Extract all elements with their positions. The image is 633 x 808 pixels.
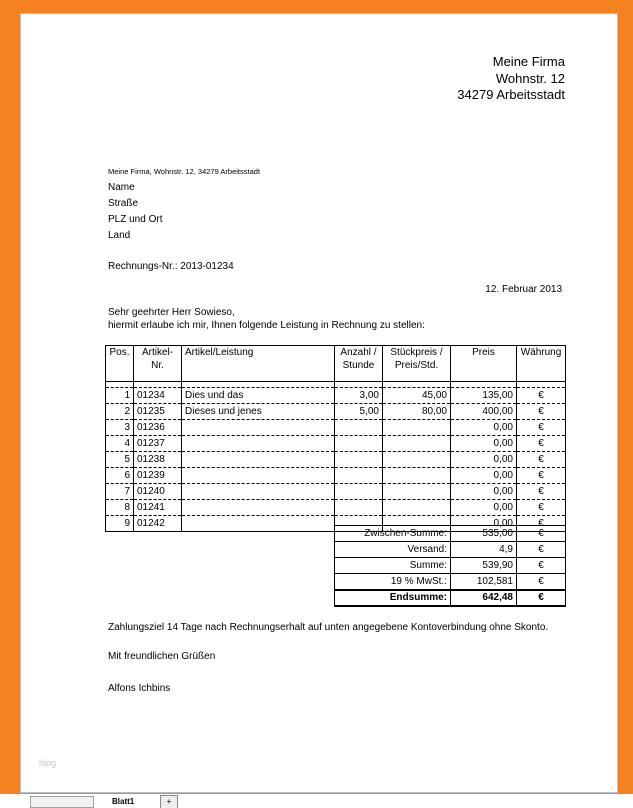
grand-total-row: [335, 590, 566, 606]
vat-row: [335, 574, 566, 590]
sum-row: [335, 558, 566, 574]
pos-cell: 4: [106, 436, 134, 452]
totals-currency: €: [517, 542, 566, 558]
price-cell: 0,00: [451, 436, 517, 452]
pos-cell: 2: [106, 404, 134, 420]
qty-cell: [335, 452, 383, 468]
price-cell: 400,00: [451, 404, 517, 420]
table-row: [106, 420, 566, 436]
price-cell: 0,00: [451, 420, 517, 436]
unit-price-cell: [383, 452, 451, 468]
price-cell: 0,00: [451, 484, 517, 500]
signer-name: Alfons Ichbins: [108, 683, 171, 694]
intro-text: hiermit erlaube ich mir, Ihnen folgende Leistung in Rechnung zu stellen:: [108, 320, 425, 331]
article-cell: [182, 420, 335, 436]
article-no-cell: 01234: [134, 388, 182, 404]
sheet-scrollbar[interactable]: [30, 796, 94, 808]
currency-cell: €: [517, 500, 566, 516]
shipping-row: [335, 542, 566, 558]
currency-cell: €: [517, 516, 566, 532]
header-qty: [335, 346, 383, 382]
document-page: [20, 13, 618, 793]
recipient-city: PLZ und Ort: [108, 214, 163, 225]
article-cell: Dieses und jenes: [182, 404, 335, 420]
watermark-text: blog: [39, 758, 57, 768]
totals-currency: €: [517, 526, 566, 542]
unit-price-cell: 80,00: [383, 404, 451, 420]
article-no-cell: 01237: [134, 436, 182, 452]
price-cell: 0,00: [451, 500, 517, 516]
recipient-country: Land: [108, 230, 131, 241]
article-no-cell: 01235: [134, 404, 182, 420]
closing-phrase: Mit freundlichen Grüßen: [108, 651, 216, 662]
add-sheet-button[interactable]: +: [160, 795, 178, 808]
salutation: Sehr geehrter Herr Sowieso,: [108, 307, 235, 318]
recipient-street: Straße: [108, 198, 139, 209]
header-article: Artikel/Leistung: [182, 346, 335, 382]
unit-price-cell: 45,00: [383, 388, 451, 404]
pos-cell: 9: [106, 516, 134, 532]
price-cell: 0,00: [451, 468, 517, 484]
table-row: [106, 388, 566, 404]
unit-price-cell: [383, 484, 451, 500]
header-qty-line2: Stunde: [342, 359, 375, 371]
currency-cell: €: [517, 484, 566, 500]
qty-cell: 5,00: [335, 404, 383, 420]
qty-cell: [335, 420, 383, 436]
article-no-cell: 01236: [134, 420, 182, 436]
header-unit-price-line2: Preis/Std.: [394, 359, 439, 371]
article-cell: [182, 436, 335, 452]
greeting-block: [108, 306, 425, 332]
currency-cell: €: [517, 452, 566, 468]
currency-cell: €: [517, 420, 566, 436]
pos-cell: 6: [106, 468, 134, 484]
article-cell: [182, 452, 335, 468]
article-no-cell: 01239: [134, 468, 182, 484]
totals-currency: €: [517, 558, 566, 574]
header-currency: Währung: [517, 346, 566, 382]
totals-value: 642,48: [451, 590, 517, 606]
totals-value: 539,90: [451, 558, 517, 574]
qty-cell: [335, 500, 383, 516]
totals-label: 19 % MwSt.:: [335, 574, 451, 590]
price-cell: 135,00: [451, 388, 517, 404]
sender-return-line: Meine Firma, Wohnstr. 12, 34279 Arbeitsstadt: [108, 167, 261, 176]
currency-cell: €: [517, 388, 566, 404]
invoice-number: Rechnungs-Nr.: 2013-01234: [108, 261, 234, 272]
article-no-cell: 01241: [134, 500, 182, 516]
totals-value: 102,581: [451, 574, 517, 590]
recipient-name: Name: [108, 182, 135, 193]
sender-name: Meine Firma: [492, 54, 565, 69]
table-row: [106, 500, 566, 516]
article-cell: [182, 468, 335, 484]
sender-city: 34279 Arbeitsstadt: [457, 87, 565, 102]
pos-cell: 5: [106, 452, 134, 468]
totals-value: 535,00: [451, 526, 517, 542]
article-no-cell: 01238: [134, 452, 182, 468]
price-cell: 0,00: [451, 452, 517, 468]
pos-cell: 3: [106, 420, 134, 436]
unit-price-cell: [383, 468, 451, 484]
header-article-no-line2: Nr.: [151, 359, 164, 371]
totals-value: 4,9: [451, 542, 517, 558]
pos-cell: 8: [106, 500, 134, 516]
totals-label: Versand:: [335, 542, 451, 558]
table-row: [106, 484, 566, 500]
currency-cell: €: [517, 436, 566, 452]
qty-cell: [335, 436, 383, 452]
table-row: [106, 452, 566, 468]
invoice-date: 12. Februar 2013: [485, 284, 562, 295]
article-cell: [182, 484, 335, 500]
sender-street: Wohnstr. 12: [495, 70, 565, 86]
qty-cell: 3,00: [335, 388, 383, 404]
pos-cell: 7: [106, 484, 134, 500]
payment-terms: Zahlungsziel 14 Tage nach Rechnungserhalt auf unten angegebene Kontoverbindung ohne Skonto.: [108, 622, 549, 633]
totals-table: [334, 525, 566, 607]
article-cell: Dies und das: [182, 388, 335, 404]
header-qty-line1: Anzahl /: [340, 347, 377, 358]
totals-label: Endsumme:: [335, 590, 451, 606]
table-row: [106, 436, 566, 452]
recipient-address: [108, 180, 162, 244]
sheet-tab-bar: [0, 794, 633, 808]
table-header-row: [106, 346, 566, 382]
sheet-tab[interactable]: Blatt1: [112, 797, 135, 806]
article-no-cell: 01240: [134, 484, 182, 500]
header-price: Preis: [451, 346, 517, 382]
table-row: [106, 404, 566, 420]
invoice-items-table: [105, 345, 566, 532]
unit-price-cell: [383, 420, 451, 436]
totals-label: Zwischen-Summe:: [335, 526, 451, 542]
article-cell: [182, 516, 335, 532]
table-row: [106, 468, 566, 484]
article-no-cell: 01242: [134, 516, 182, 532]
header-unit-price: [383, 346, 451, 382]
price-cell: 0,00: [451, 516, 517, 532]
article-cell: [182, 500, 335, 516]
subtotal-row: [335, 526, 566, 542]
qty-cell: [335, 468, 383, 484]
header-pos: Pos.: [106, 346, 134, 382]
sender-address: [457, 54, 565, 104]
header-article-no-line1: Artikel-: [141, 347, 174, 358]
header-article-no: [134, 346, 182, 382]
header-unit-price-line1: Stückpreis /: [390, 347, 443, 358]
currency-cell: €: [517, 468, 566, 484]
totals-label: Summe:: [335, 558, 451, 574]
currency-cell: €: [517, 404, 566, 420]
pos-cell: 1: [106, 388, 134, 404]
unit-price-cell: [383, 500, 451, 516]
unit-price-cell: [383, 436, 451, 452]
qty-cell: [335, 484, 383, 500]
totals-currency: €: [517, 574, 566, 590]
totals-currency: €: [517, 590, 566, 606]
